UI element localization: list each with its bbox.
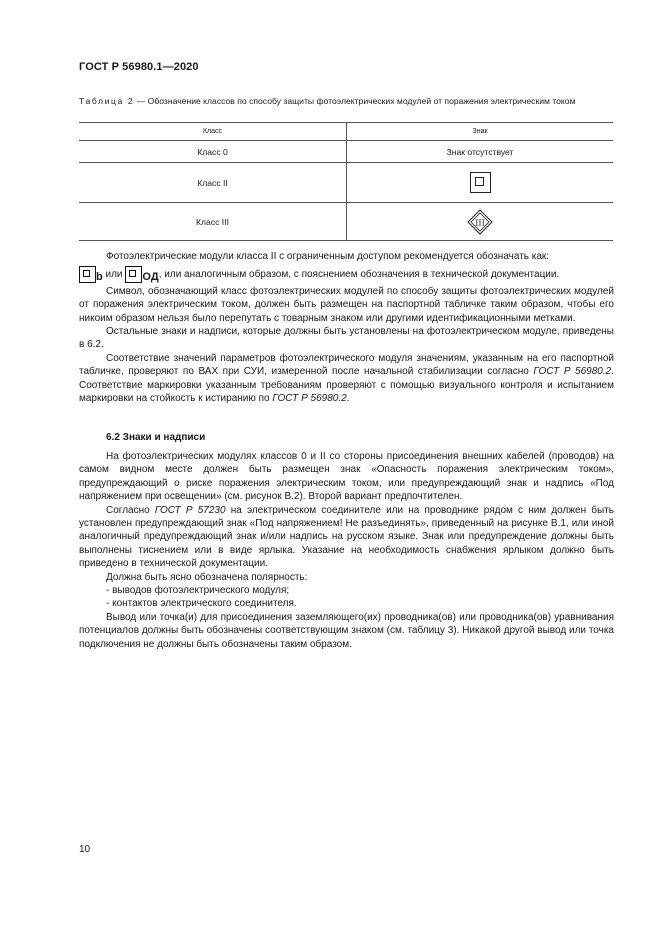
- page-number: 10: [79, 844, 91, 855]
- protection-class-table: [79, 122, 613, 241]
- paragraph-text: Согласно: [106, 504, 155, 516]
- table-row: [79, 203, 613, 241]
- paragraph: [79, 250, 614, 263]
- paragraph-text: .: [346, 393, 350, 405]
- paragraph-text: Соответствие значений параметров фотоэлектрического модуля значениям, указанным на его паспортной табличке, проверяют по ВАХ при СУИ, измеренной после начальной стабилизации согласно: [79, 352, 614, 378]
- table-row: [79, 163, 613, 203]
- class-ii-restricted-od-icon: [125, 266, 142, 283]
- paragraph: [79, 352, 614, 406]
- cell-sign-2: [347, 163, 614, 203]
- header-class: Класс: [79, 123, 347, 141]
- section-title: 6.2 Знаки и надписи: [106, 432, 206, 443]
- document-header: ГОСТ Р 56980.1—2020: [79, 61, 199, 73]
- standard-reference: ГОСТ Р 57230: [154, 504, 226, 516]
- list-item: - выводов фотоэлектрического модуля;: [106, 585, 290, 597]
- paragraph: Должна быть ясно обозначена полярность:: [106, 571, 308, 583]
- symbol-subscript: OД: [142, 271, 159, 284]
- paragraph: Символ, обозначающий класс фотоэлектрических модулей по способу защиты фотоэлектрических модулей от поражения электрическим током, должен быть размещен на паспортной табличке таким образом, чтобы его никоим образом нельзя было перепутать с товарным знаком или другими идентификационными метками.: [79, 285, 614, 324]
- cell-class-0: Класс 0: [79, 141, 347, 163]
- paragraph-text: , или аналогичным образом, с пояснением обозначения в технической документации.: [158, 269, 560, 281]
- cell-sign-0: Знак отсутствует: [347, 141, 614, 163]
- class-ii-double-square-icon: [470, 172, 491, 193]
- paragraph: Вывод или точка(и) для присоединения заземляющего(их) проводника(ов) или проводника(ов) уравнивания потенциалов должны быть обозначены соответствующим знаком (см. таблицу 3). Никакой другой вывод или точка подключения не должны быть обозначены таким образом.: [79, 611, 614, 650]
- standard-reference: ГОСТ Р 56980.2: [272, 393, 347, 405]
- paragraph: [79, 504, 614, 571]
- table-row: [79, 141, 613, 163]
- diamond-label: III: [475, 218, 485, 227]
- table-caption-text: — Обозначение классов по способу защиты фотоэлектрических модулей от поражения электрическим током: [134, 96, 576, 106]
- class-iii-diamond-icon: [467, 209, 493, 235]
- paragraph-text: на электрическом соединителе или на проводнике рядом с ним должен быть установлен предупреждающий знак «Под напряжением! Не разъединять», приведенный на рисунке В.1, или иной аналогичный предупреждающий знак и/или надпись на русском языке. Знак или предупреждение должны быть выполнены тиснением или в виде ярлыка. Указание на необходимость снабжения ярлыком должно быть приведено в технической документации.: [79, 504, 614, 570]
- cell-class-3: Класс III: [79, 203, 347, 241]
- cell-sign-3: [347, 203, 614, 241]
- paragraph: На фотоэлектрических модулях классов 0 и II со стороны присоединения внешних кабелей (проводов) на самом видном месте должен быть размещен знак «Опасность поражения электрическим током», предупреждающий о риске поражения электрическим током, или предупреждающий знак и надпись «Под напряжением при освещении» (см. рисунок В.2). Второй вариант предпочтителен.: [79, 451, 614, 503]
- list-item: - контактов электрического соединителя.: [106, 598, 297, 610]
- paragraph-text: Фотоэлектрические модули класса II с ограниченным доступом рекомендуется обозначать как:: [106, 251, 550, 262]
- cell-class-2: Класс II: [79, 163, 347, 203]
- paragraph-text: или: [102, 269, 126, 281]
- symbol-subscript: b: [96, 271, 103, 284]
- class-ii-restricted-b-icon: [79, 266, 96, 283]
- section-text: [79, 450, 614, 651]
- standard-reference: ГОСТ Р 56980.2: [533, 366, 612, 378]
- table-caption: [79, 95, 614, 107]
- paragraph: [79, 266, 614, 284]
- intro-text: [79, 250, 614, 405]
- header-sign: Знак: [347, 123, 614, 141]
- paragraph-text: . Соответствие маркировки указанным требованиям проверяют с помощью визуального контроля и испытанием маркировки на стойкость к истиранию по: [79, 366, 614, 405]
- paragraph: Остальные знаки и надписи, которые должны быть установлены на фотоэлектрическом модуле, приведены в 6.2.: [79, 326, 614, 351]
- table-caption-label: Таблица 2: [79, 96, 135, 106]
- table-header-row: [79, 123, 613, 141]
